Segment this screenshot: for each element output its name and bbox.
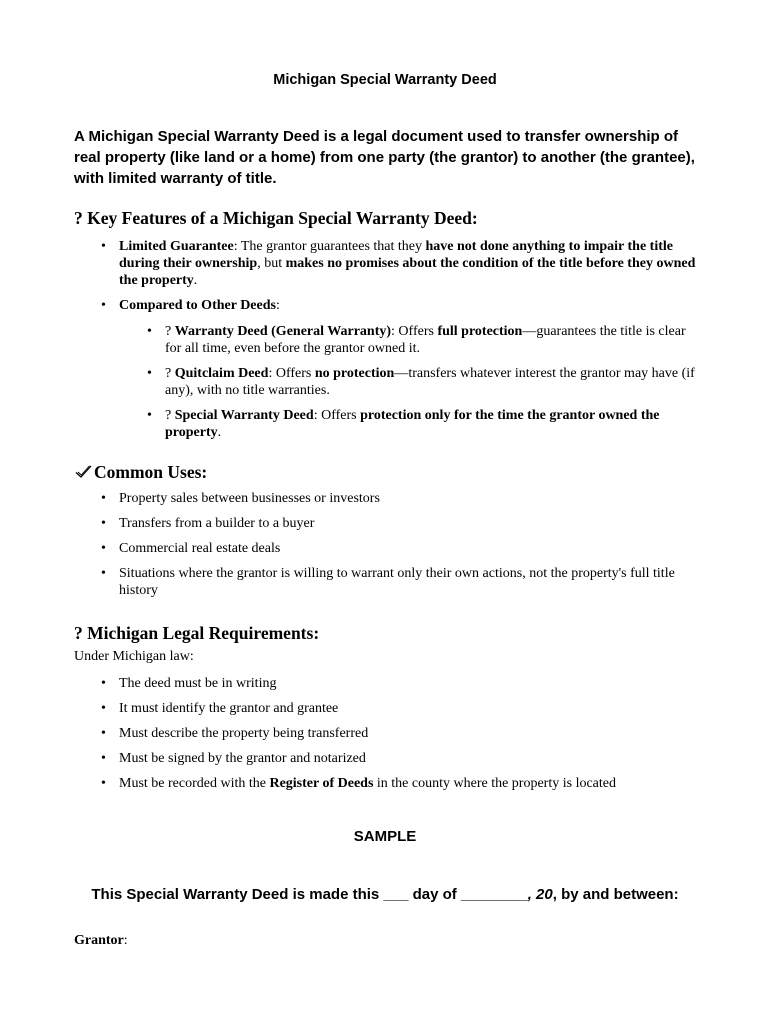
list-item: • Commercial real estate deals <box>98 540 698 557</box>
made-end: , by and between: <box>552 886 679 903</box>
list-item: • Must be signed by the grantor and notarized <box>98 750 698 767</box>
limited-bold: makes no promises about the condition of the title before they owned the property <box>119 256 696 288</box>
limited-bold: have not done anything to impair the title during their ownership <box>119 239 673 271</box>
features-list-compared <box>98 297 698 314</box>
uses-heading-row <box>74 462 207 484</box>
warranty-text: —guarantees the title is clear for all time, even before the grantor owned it. <box>165 324 686 356</box>
quitclaim-bold: no protection <box>314 366 395 381</box>
list-item <box>98 238 698 289</box>
made-text: This Special Warranty Deed is made this ___ day of ________ <box>91 886 528 903</box>
made-year: , 20 <box>527 886 553 903</box>
recorded-text: in the county where the property is located <box>373 776 616 791</box>
uses-list <box>98 490 698 599</box>
quitclaim-text: : Offers <box>268 366 315 381</box>
warranty-deed-label: Warranty Deed (General Warranty) <box>174 324 392 339</box>
grantor-label: Grantor <box>74 933 124 948</box>
deed-types-list <box>144 407 704 441</box>
special-text: . <box>217 425 222 440</box>
special-text: : Offers <box>313 408 361 423</box>
features-heading: ? Key Features of a Michigan Special Warranty Deed: <box>74 208 478 228</box>
warranty-bold: full protection <box>437 324 523 339</box>
document-title: Michigan Special Warranty Deed <box>273 72 497 88</box>
quitclaim-deed-label: Quitclaim Deed <box>174 366 269 381</box>
list-item: • The deed must be in writing <box>98 675 698 692</box>
compared-text: : <box>275 298 280 313</box>
list-item: • It must identify the grantor and grantee <box>98 700 698 717</box>
uses-heading: Common Uses: <box>94 462 208 482</box>
list-item: • Must describe the property being transferred <box>98 725 698 742</box>
requirements-list <box>98 675 698 792</box>
list-item <box>144 365 704 399</box>
limited-text: : The grantor guarantees that they <box>233 239 426 254</box>
list-item: • Situations where the grantor is willing to warrant only their own actions, not the property's full title history <box>98 565 698 599</box>
features-list <box>98 238 698 289</box>
register-of-deeds: Register of Deeds <box>269 776 374 791</box>
sample-heading: SAMPLE <box>353 828 417 845</box>
deed-types-list <box>144 365 704 399</box>
list-item <box>144 323 704 357</box>
intro-paragraph: A Michigan Special Warranty Deed is a legal document used to transfer ownership of real property (like land or a home) from one party (the grantor) to another (the grantee), with limited warranty of title. <box>74 128 695 187</box>
compared-label: Compared to Other Deeds <box>119 298 276 313</box>
warranty-text: : Offers <box>391 324 438 339</box>
quitclaim-text: —transfers whatever interest the grantor may have (if any), with no title warranties. <box>165 366 695 398</box>
limited-text: . <box>193 273 198 288</box>
list-item <box>98 297 698 314</box>
unknown-glyph: ? <box>165 366 175 381</box>
list-item: • Property sales between businesses or investors <box>98 490 698 507</box>
made-this-line <box>80 885 690 905</box>
limited-guarantee-label: Limited Guarantee <box>119 239 234 254</box>
requirements-heading: ? Michigan Legal Requirements: <box>74 623 320 643</box>
list-item: • Transfers from a builder to a buyer <box>98 515 698 532</box>
deed-types-list <box>144 323 704 357</box>
recorded-text: Must be recorded with the <box>119 776 270 791</box>
grantor-line <box>74 933 128 949</box>
requirements-lead: Under Michigan law: <box>74 649 194 664</box>
special-bold: protection only for the time the grantor owned the property <box>165 408 660 440</box>
list-item <box>98 775 698 792</box>
unknown-glyph: ? <box>165 324 175 339</box>
special-deed-label: Special Warranty Deed <box>174 408 314 423</box>
grantor-colon: : <box>123 933 128 948</box>
limited-text: , but <box>257 256 286 271</box>
check-icon <box>74 463 93 484</box>
unknown-glyph: ? <box>165 408 175 423</box>
list-item <box>144 407 704 441</box>
